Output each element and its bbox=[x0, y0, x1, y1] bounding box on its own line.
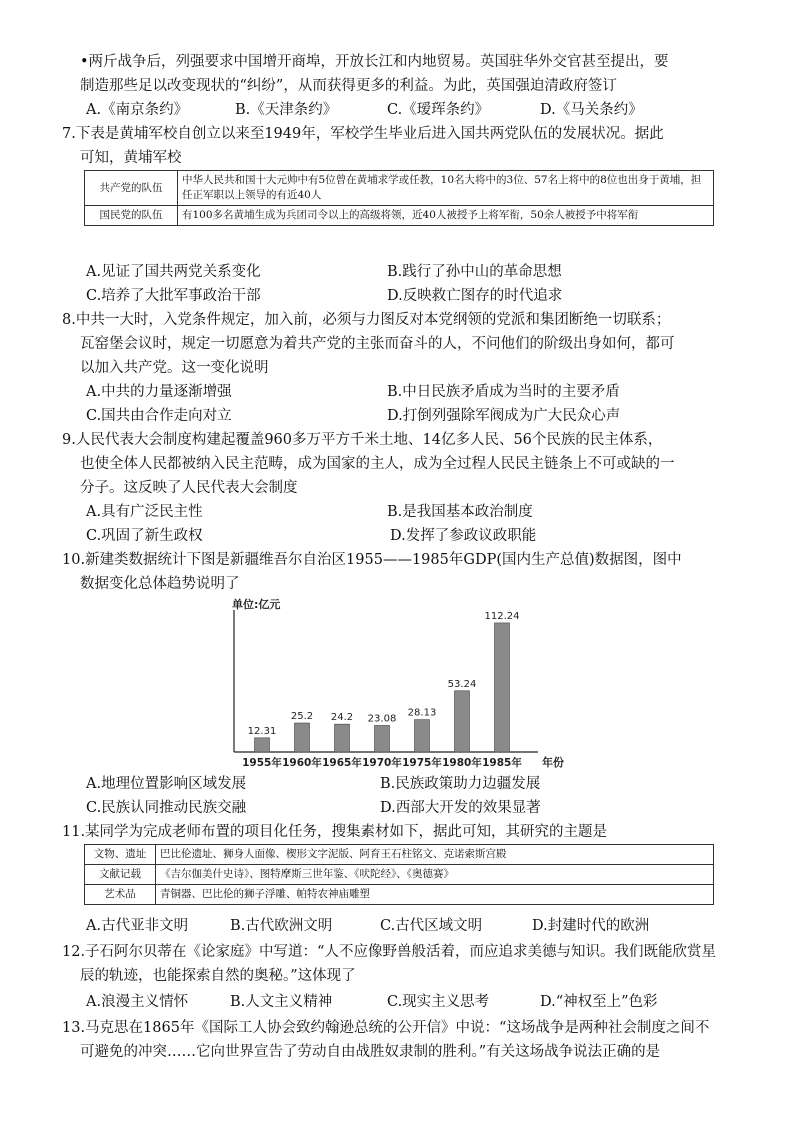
q7-table-head: 共产党的队伍 bbox=[85, 171, 178, 206]
chart-value-label: 112.24 bbox=[484, 610, 520, 622]
q7-stem-line-1: 7.下表是黄埔军校自创立以来至1949年，军校学生毕业后进入国共两党队伍的发展状况。据此 bbox=[62, 126, 664, 142]
q11-table bbox=[84, 844, 714, 905]
q9-stem-line-3: 分子。这反映了人民代表大会制度 bbox=[80, 480, 298, 496]
q11-table-head: 文物、遗址 bbox=[85, 845, 156, 865]
q12-option-a[interactable]: A.浪漫主义情怀 bbox=[86, 994, 189, 1010]
q9-stem-line-1: 9.人民代表大会制度构建起覆盖960多万平方千米土地、14亿多人民、56个民族的民主体系， bbox=[62, 432, 663, 448]
chart-value-label: 28.13 bbox=[407, 707, 437, 719]
q10-option-a[interactable]: A.地理位置影响区域发展 bbox=[86, 776, 247, 792]
gdp-bar-chart bbox=[226, 596, 574, 776]
q7-option-b[interactable]: B.践行了孙中山的革命思想 bbox=[387, 264, 562, 280]
q11-option-a[interactable]: A.古代亚非文明 bbox=[86, 918, 189, 934]
table-row bbox=[85, 865, 714, 885]
q13-stem-line-1: 13.马克思在1865年《国际工人协会致约翰逊总统的公开信》中说：“这场战争是两种社会制度之间不 bbox=[62, 1020, 710, 1036]
q8-option-d[interactable]: D.打倒列强除军阀成为广大民众心声 bbox=[387, 408, 621, 424]
q11-table-cell: 青铜器、巴比伦的狮子浮雕、帕特农神庙雕塑 bbox=[156, 885, 714, 905]
q7-table-head: 国民党的队伍 bbox=[85, 206, 178, 226]
q7-option-a[interactable]: A.见证了国共两党关系变化 bbox=[86, 264, 261, 280]
chart-bar-1955年 bbox=[255, 738, 270, 752]
q11-table-head: 艺术品 bbox=[85, 885, 156, 905]
q8-option-a[interactable]: A.中共的力量逐渐增强 bbox=[86, 384, 232, 400]
chart-bar-1965年 bbox=[335, 724, 350, 752]
q6-option-d[interactable]: D.《马关条约》 bbox=[540, 102, 643, 118]
chart-x-tick-label: 1960年 bbox=[282, 757, 322, 769]
q6-option-b[interactable]: B.《天津条约》 bbox=[235, 102, 338, 118]
q12-option-b[interactable]: B.人文主义精神 bbox=[230, 994, 333, 1010]
chart-bar-1975年 bbox=[415, 720, 430, 752]
table-row bbox=[85, 206, 714, 226]
chart-x-tick-label: 1985年 bbox=[482, 757, 522, 769]
chart-x-label: 年份 bbox=[542, 756, 564, 769]
q6-stem-line-2: 制造那些足以改变现状的“纠纷”，从而获得更多的利益。为此，英国强迫清政府签订 bbox=[80, 78, 617, 94]
table-row bbox=[85, 171, 714, 206]
q12-stem-line-2: 辰的轨迹，也能探索自然的奥秘。”这体现了 bbox=[80, 968, 356, 984]
q11-stem-line-1: 11.某同学为完成老师布置的项目化任务，搜集素材如下，据此可知，其研究的主题是 bbox=[62, 824, 608, 840]
q9-option-d[interactable]: D.发挥了参政议政职能 bbox=[390, 528, 537, 544]
chart-x-tick-label: 1980年 bbox=[442, 757, 482, 769]
q8-stem-line-2: 瓦窑堡会议时，规定一切愿意为着共产党的主张而奋斗的人，不问他们的阶级出身如何，都可 bbox=[80, 336, 675, 352]
q7-stem-line-2: 可知，黄埔军校 bbox=[80, 150, 182, 166]
chart-bars bbox=[242, 611, 522, 769]
chart-value-label: 12.31 bbox=[247, 725, 277, 737]
q11-table-head: 文献记载 bbox=[85, 865, 156, 885]
q6-option-c[interactable]: C.《瑷珲条约》 bbox=[387, 102, 490, 118]
table-row bbox=[85, 885, 714, 905]
q7-table-cell: 中华人民共和国十大元帅中有5位曾在黄埔求学或任教，10名大将中的3位、57名上将中的8位也出身于黄埔，担任正军职以上领导的有近40人 bbox=[178, 171, 714, 206]
q10-option-b[interactable]: B.民族政策助力边疆发展 bbox=[380, 776, 541, 792]
table-row bbox=[85, 845, 714, 865]
q8-option-c[interactable]: C.国共由合作走向对立 bbox=[86, 408, 232, 424]
chart-x-tick-label: 1970年 bbox=[362, 757, 402, 769]
q9-stem-line-2: 也使全体人民都被纳入民主范畴，成为国家的主人，成为全过程人民民主链条上不可或缺的一 bbox=[80, 456, 675, 472]
chart-bar-1980年 bbox=[455, 691, 470, 752]
q7-option-d[interactable]: D.反映救亡图存的时代追求 bbox=[387, 288, 563, 304]
chart-x-tick-label: 1975年 bbox=[402, 757, 442, 769]
q11-table-cell: 巴比伦遗址、狮身人面像、楔形文字泥版、阿育王石柱铭文、克诺索斯宫殿 bbox=[156, 845, 714, 865]
q8-option-b[interactable]: B.中日民族矛盾成为当时的主要矛盾 bbox=[387, 384, 620, 400]
q6-option-a[interactable]: A.《南京条约》 bbox=[86, 102, 189, 118]
chart-bar-1985年 bbox=[495, 623, 510, 752]
chart-value-label: 53.24 bbox=[447, 678, 477, 690]
q12-option-d[interactable]: D.“神权至上”色彩 bbox=[540, 994, 658, 1010]
q7-table bbox=[84, 170, 714, 226]
q8-stem-line-1: 8.中共一大时，入党条件规定，加入前，必须与力图反对本党纲领的党派和集团断绝一切联系； bbox=[62, 312, 671, 328]
chart-x-tick-label: 1955年 bbox=[242, 757, 282, 769]
q10-option-c[interactable]: C.民族认同推动民族交融 bbox=[86, 800, 247, 816]
q10-option-d[interactable]: D.西部大开发的效果显著 bbox=[380, 800, 541, 816]
q10-stem-line-2: 数据变化总体趋势说明了 bbox=[80, 576, 240, 592]
q6-stem-line-1: •两斤战争后，列强要求中国增开商埠，开放长江和内地贸易。英国驻华外交官甚至提出，要 bbox=[80, 54, 669, 70]
q7-table-cell: 有100多名黄埔生成为兵团司令以上的高级将领，近40人被授予上将军衔，50余人被授予中将军衔 bbox=[178, 206, 714, 226]
q10-stem-line-1: 10.新建类数据统计下图是新疆维吾尔自治区1955——1985年GDP(国内生产总值)数据图，图中 bbox=[62, 552, 682, 568]
chart-value-label: 24.2 bbox=[330, 712, 354, 724]
q9-option-b[interactable]: B.是我国基本政治制度 bbox=[387, 504, 533, 520]
q11-option-d[interactable]: D.封建时代的欧洲 bbox=[532, 918, 650, 934]
chart-x-tick-label: 1965年 bbox=[322, 757, 362, 769]
q9-option-c[interactable]: C.巩固了新生政权 bbox=[86, 528, 203, 544]
chart-bar-1960年 bbox=[295, 723, 310, 752]
q12-stem-line-1: 12.子石阿尔贝蒂在《论家庭》中写道：“人不应像野兽般活着，而应追求美德与知识。我们既能欣赏星 bbox=[62, 944, 716, 960]
q13-stem-line-2: 可避免的冲突……它向世界宣告了劳动自由战胜奴隶制的胜利。”有关这场战争说法正确的是 bbox=[80, 1044, 661, 1060]
chart-value-label: 23.08 bbox=[367, 713, 397, 725]
q12-option-c[interactable]: C.现实主义思考 bbox=[387, 994, 490, 1010]
q11-table-cell: 《吉尔伽美什史诗》、图特摩斯三世年鉴、《吠陀经》、《奥德赛》 bbox=[156, 865, 714, 885]
q11-option-b[interactable]: B.古代欧洲文明 bbox=[230, 918, 333, 934]
chart-bar-1970年 bbox=[375, 725, 390, 752]
q8-stem-line-3: 以加入共产党。这一变化说明 bbox=[80, 360, 269, 376]
chart-value-label: 25.2 bbox=[290, 711, 314, 723]
chart-y-label: 单位:亿元 bbox=[232, 598, 281, 611]
q7-option-c[interactable]: C.培养了大批军事政治干部 bbox=[86, 288, 261, 304]
q11-option-c[interactable]: C.古代区域文明 bbox=[380, 918, 483, 934]
q9-option-a[interactable]: A.具有广泛民主性 bbox=[86, 504, 203, 520]
